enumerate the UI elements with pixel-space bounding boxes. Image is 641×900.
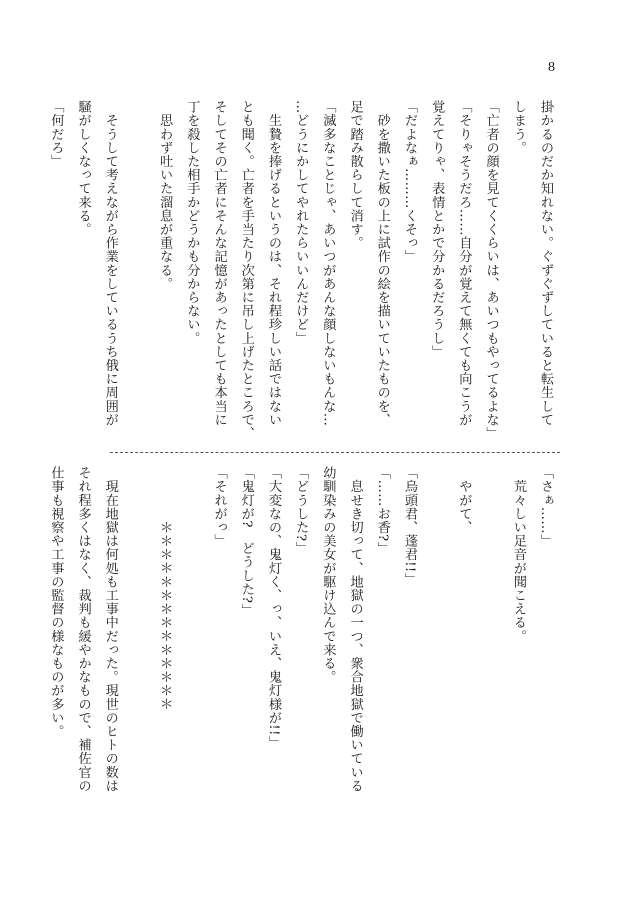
text-column: 砂を撒いた板の上に試作の絵を描いていたものを、	[374, 100, 390, 427]
upper-text-block	[42, 100, 559, 440]
text-column: 足で踏み散らして消す。	[347, 100, 363, 250]
text-column: それ程多くはなく、裁判も緩やかなもので、補佐官の	[75, 466, 91, 793]
text-column: …どうにかしてやれたらいいんだけど」	[293, 100, 309, 345]
text-column: 荒々しい足音が聞こえる。	[510, 466, 526, 643]
text-column: 「鬼灯が? どうした?」	[238, 466, 254, 617]
text-column: 覚えてりゃ、表情とかで分かるだろうし」	[429, 100, 445, 359]
section-divider	[110, 452, 560, 453]
text-column	[423, 466, 450, 816]
text-column: 「亡者の顔を見てくくらいは、あいつもやってるよな」	[483, 100, 499, 440]
text-column: 「大変なの、鬼灯く、っ、いえ、鬼灯様が!!」	[265, 466, 281, 750]
text-column: 幼馴染みの美女が駆け込んで来る。	[320, 466, 336, 684]
text-column	[124, 100, 151, 440]
lower-text-block	[42, 466, 559, 816]
text-column: そしてその亡者にそんな記憶があったとしても本当に	[211, 100, 227, 427]
page-number: 8	[548, 60, 555, 75]
text-column: 掛かるのだか知れない。ぐずぐずしていると転生して	[538, 100, 553, 427]
text-column: そうして考えながら作業をしているうち俄に周囲が	[102, 100, 118, 427]
text-column: 「さぁ……」	[538, 466, 553, 548]
text-column: 「どうした?」	[293, 466, 309, 556]
text-column: 「烏頭君、蓬君!!」	[401, 466, 417, 587]
text-column: 騒がしくなって来る。	[75, 100, 91, 236]
text-column: しまう。	[510, 100, 526, 155]
text-column: 息せき切って、地獄の一つ、衆合地獄で働いている	[347, 466, 363, 793]
text-column	[124, 466, 151, 816]
text-column: 仕事も視察や工事の監督の様なものが多い。	[48, 466, 64, 738]
text-column: やがて、	[456, 466, 472, 534]
text-column: 「それがっ」	[211, 466, 227, 548]
text-column	[178, 466, 205, 816]
text-column: 現在地獄は何処も工事中だった。現世のヒトの数は	[102, 466, 118, 793]
text-column: 「だよなぁ………くそっ」	[401, 100, 417, 264]
text-column: 丁を殺した相手かどうかも分からない。	[184, 100, 200, 345]
text-column: 「滅多なことじゃ、あいつがあんな顔しないもんな…	[320, 100, 336, 427]
text-column	[477, 466, 504, 816]
text-column: 思わず吐いた溜息が重なる。	[157, 100, 173, 291]
text-column: 生贄を捧げるというのは、それ程珍しい話ではない	[265, 100, 281, 427]
text-column: 「何だろ」	[48, 100, 64, 168]
text-column: 「そりゃそうだろ……自分が覚えて無くても向こうが	[456, 100, 472, 427]
text-column: 「……お香?」	[374, 466, 390, 556]
text-column: ＊＊＊＊＊＊＊＊＊＊＊＊＊＊	[157, 466, 173, 711]
text-column: とも聞く。亡者を手当たり次第に吊し上げたところで、	[238, 100, 254, 440]
